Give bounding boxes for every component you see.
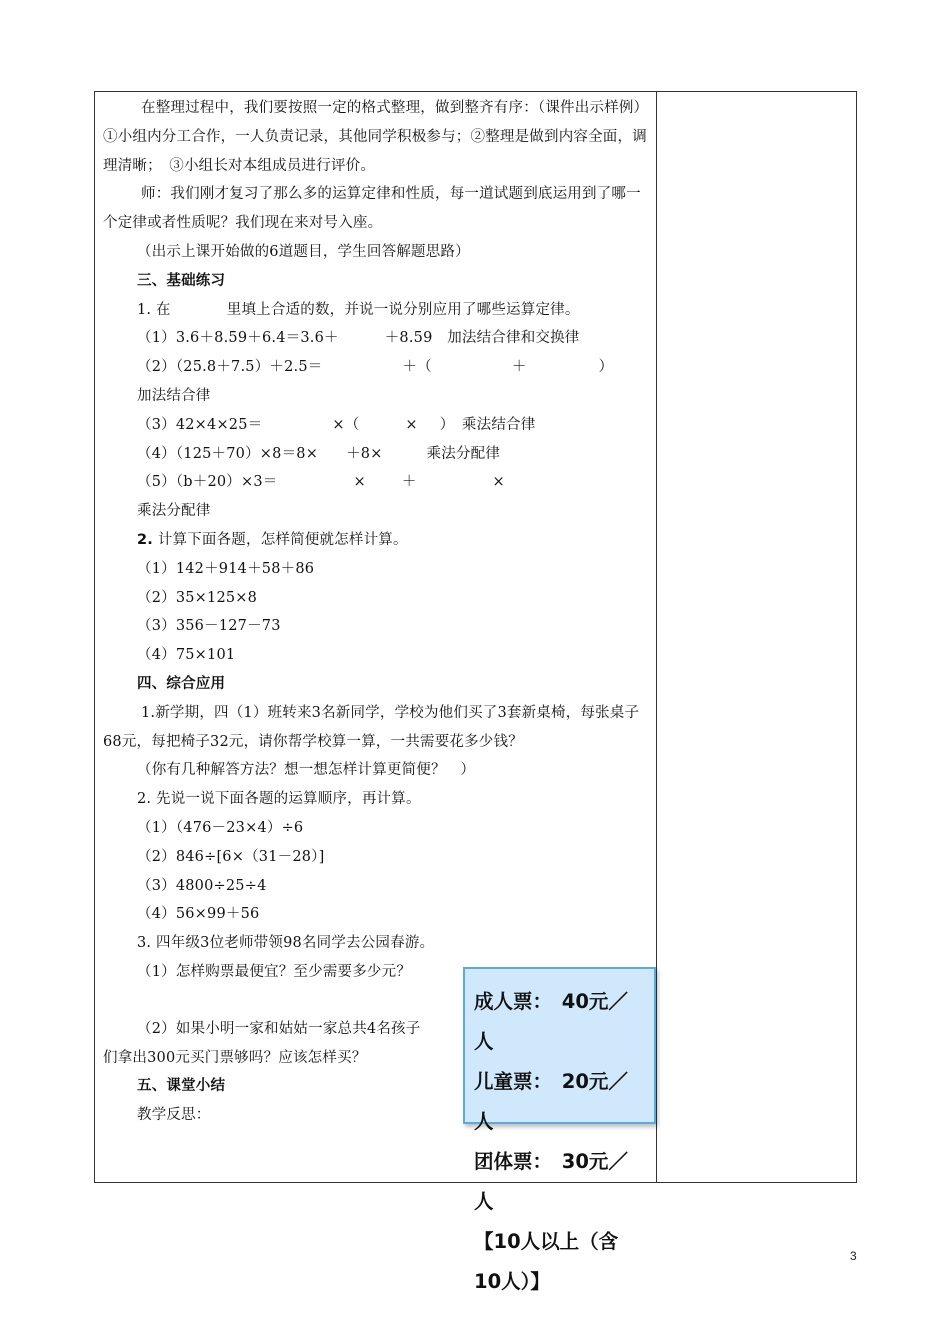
group-note-line-2: 10人）】 <box>474 1270 550 1293</box>
heading-basic-practice: 三、基础练习 <box>137 272 226 289</box>
teaching-reflection: 教学反思： <box>137 1107 211 1124</box>
group-price-line-1: 团体票： 30元／ <box>474 1150 628 1173</box>
app-2-item-2: （2）846÷[6×（31－28）] <box>137 848 325 865</box>
q1-3-b: ×（ <box>332 416 360 433</box>
q1-1-b: ＋8.59 加法结合律和交换律 <box>384 330 580 347</box>
q1-item-5 <box>103 468 651 497</box>
q1-3-a: （3）42×4×25＝ <box>137 416 263 433</box>
q1-item-4 <box>103 440 651 469</box>
app-3: 3. 四年级3位老师带领98名同学去公园春游。 <box>137 935 435 952</box>
app-1-hint: （你有几种解答方法？想一想怎样计算更简便？ ） <box>137 762 476 779</box>
app-3-item-1: （1）怎样购票最便宜？至少需要多少元？ <box>137 963 412 980</box>
app-3-item-2: （2）如果小明一家和姑姑一家总共4名孩子 <box>137 1020 421 1037</box>
child-price-line-2: 人 <box>474 1110 494 1133</box>
adult-price-line-1: 成人票： 40元／ <box>474 990 628 1013</box>
app-2-item-1: （1）（476－23×4）÷6 <box>137 819 304 836</box>
app-2-item-4: （4）56×99＋56 <box>137 906 260 923</box>
heading-applications: 四、综合应用 <box>137 675 226 692</box>
q1-item-1 <box>103 324 651 353</box>
q2-item-3: （3）356－127－73 <box>137 618 281 635</box>
q1-2-c: ＋ <box>511 359 527 376</box>
q1-3-d: ） 乘法结合律 <box>439 416 536 433</box>
table-column-divider <box>656 91 657 1183</box>
q2-item-4: （4）75×101 <box>137 647 236 664</box>
q1-4-b: ＋8× <box>346 445 383 462</box>
heading-summary: 五、课堂小结 <box>137 1078 226 1095</box>
ticket-price-text <box>474 982 654 1302</box>
q1-instruction <box>103 296 651 325</box>
q2-text: 计算下面各题，怎样简便就怎样计算。 <box>157 531 408 548</box>
q1-item-2-law: 加法结合律 <box>137 387 211 404</box>
para-show-questions: （出示上课开始做的6道题目，学生回答解题思路） <box>137 243 470 260</box>
q1-5-a: （5）（b＋20）×3＝ <box>137 474 278 491</box>
q1-1-a: （1）3.6＋8.59＋6.4＝3.6＋ <box>137 330 339 347</box>
adult-price-line-2: 人 <box>474 1030 494 1053</box>
q1-4-a: （4）（125＋70）×8＝8× <box>137 445 319 462</box>
q1-5-b: × <box>353 474 366 491</box>
q1-item-2 <box>103 353 651 382</box>
para-teacher: 师：我们刚才复习了那么多的运算定律和性质，每一道试题到底运用到了哪一个定律或者性质呢？我们现在来对号入座。 <box>103 186 641 232</box>
q1-3-c: × <box>405 416 418 433</box>
q1-2-d: ） <box>598 359 614 376</box>
page-number: 3 <box>850 1249 857 1263</box>
q1-5-d: × <box>492 474 505 491</box>
child-price-line-1: 儿童票： 20元／ <box>474 1070 628 1093</box>
q2-instruction <box>103 526 651 555</box>
app-3-item-2-cont: 们拿出300元买门票够吗？应该怎样买？ <box>103 1049 367 1066</box>
group-note-line-1: 【10人以上（含 <box>474 1230 619 1253</box>
app-1: 1.新学期，四（1）班转来3名新同学，学校为他们买了3套新桌椅，每张桌子68元，每把椅子32元，请你帮学校算一算，一共需要花多少钱？ <box>103 704 640 750</box>
para-organize: 在整理过程中，我们要按照一定的格式整理，做到整齐有序：（课件出示样例） ①小组内分工合作，一人负责记录，其他同学积极参与；②整理是做到内容全面，调理清晰； ③小组长对本组成员进行评价。 <box>103 100 656 174</box>
q1-5-c: ＋ <box>401 474 417 491</box>
q1-text-b: 里填上合适的数，并说一说分别应用了哪些运算定律。 <box>226 301 580 318</box>
q2-item-2: （2）35×125×8 <box>137 589 258 606</box>
q2-number: 2. <box>137 531 153 548</box>
q2-item-1: （1）142＋914＋58＋86 <box>137 560 315 577</box>
q1-2-b: ＋（ <box>402 359 432 376</box>
q1-text-a: 1. 在 <box>137 301 171 318</box>
q1-4-c: 乘法分配律 <box>426 445 501 462</box>
q1-2-a: （2）（25.8＋7.5）＋2.5＝ <box>137 359 323 376</box>
app-2: 2. 先说一说下面各题的运算顺序，再计算。 <box>137 791 421 808</box>
group-price-line-2: 人 <box>474 1190 494 1213</box>
app-2-item-3: （3）4800÷25÷4 <box>137 877 267 894</box>
q1-item-3 <box>103 411 651 440</box>
q1-item-5-law: 乘法分配律 <box>137 503 211 520</box>
